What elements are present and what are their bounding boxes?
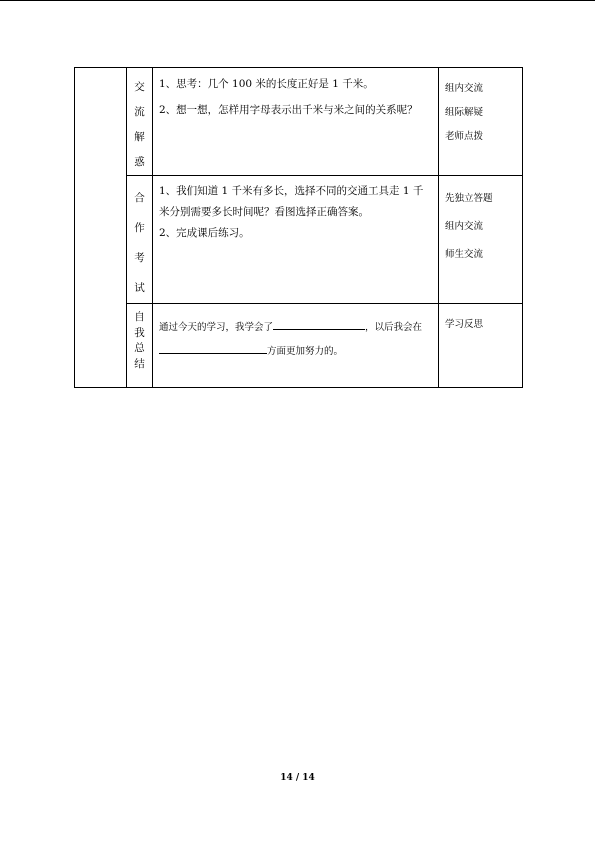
note-item: 组际解疑 — [445, 107, 484, 118]
note-item: 老师点拨 — [445, 131, 484, 142]
fill-blank — [273, 318, 365, 330]
section-label-cell — [127, 68, 153, 176]
table-row — [75, 304, 523, 388]
header-rule — [0, 0, 595, 1]
note-item: 先独立答题 — [445, 193, 493, 204]
section-label: 交流解惑 — [134, 81, 145, 168]
page-number: 14 / 14 — [280, 773, 315, 783]
section-label-cell — [127, 176, 153, 304]
note-item: 组内交流 — [445, 221, 484, 232]
section-content-cell — [153, 68, 439, 176]
fill-blank — [159, 342, 267, 354]
blank-left-cell — [75, 68, 127, 388]
table-row — [75, 176, 523, 304]
notes-cell — [439, 68, 523, 176]
summary-text — [159, 316, 432, 364]
section-label: 自我总结 — [134, 311, 145, 370]
content-item: 2、完成课后练习。 — [159, 227, 250, 239]
content-item: 1、思考：几个 100 米的长度正好是 1 千米。 — [159, 78, 374, 90]
note-item: 师生交流 — [445, 249, 484, 260]
content-item: 1、我们知道 1 千米有多长，选择不同的交通工具走 1 千米分别需要多长时间呢？看图选择正确答案。 — [159, 185, 424, 218]
section-content-cell — [153, 304, 439, 388]
section-label: 合作考试 — [134, 192, 145, 294]
content-item: 2、想一想，怎样用字母表示出千米与米之间的关系呢？ — [159, 104, 418, 116]
table-row — [75, 68, 523, 176]
summary-part: 方面更加努力的。 — [267, 346, 344, 357]
summary-part: 通过今天的学习，我学会了 — [159, 322, 274, 333]
section-content-cell — [153, 176, 439, 304]
note-item: 组内交流 — [445, 83, 484, 94]
notes-cell — [439, 176, 523, 304]
summary-part: ，以后我会在 — [365, 322, 423, 333]
note-item: 学习反思 — [445, 319, 484, 330]
section-label-cell — [127, 304, 153, 388]
lesson-table — [74, 67, 523, 388]
notes-cell — [439, 304, 523, 388]
